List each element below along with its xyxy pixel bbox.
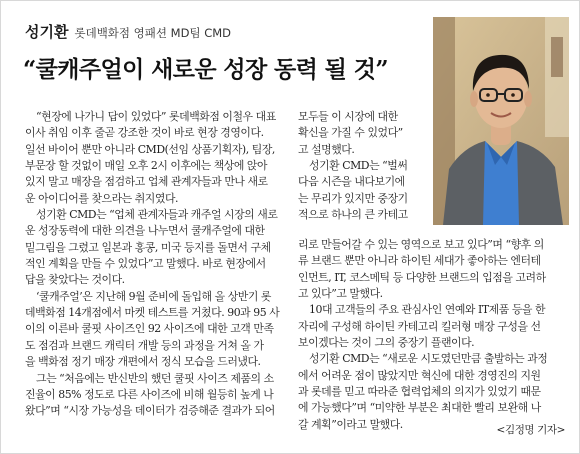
article-line: 류 브랜드 뿐만 아니라 하이틴 세대가 좋아하는 엔터테: [298, 254, 541, 268]
article-line: 밑그림을 그렸고 일본과 홍콩, 미국 등지를 돌면서 구체: [25, 240, 271, 254]
article-line: 10대 고객들의 주요 관심사인 연예와 IT제품 등을 한: [309, 303, 546, 317]
article-line: 에 가능했다”며 “미약한 부분은 최대한 빨리 보완해 나: [298, 401, 541, 415]
article-line: 그는 “처음에는 반신반의 했던 쿨핏 사이즈 제품의 소: [36, 371, 274, 385]
byline: [25, 21, 231, 42]
article-line: 답을 찾았다는 것이다.: [25, 273, 125, 287]
article-line: 운 아이디어를 찾으라는 취지였다.: [25, 191, 179, 205]
article-line: 자리에 구성해 하이틴 카테고리 킬러형 매장 구성을 선: [298, 319, 541, 333]
article-column-mid: [298, 109, 432, 223]
byline-name: 성기환: [25, 23, 69, 41]
article-line: 왔다”며 “시장 가능성을 데이터가 검증해준 결과가 되어: [25, 404, 275, 418]
article-line: 과 롯데를 믿고 따라준 협력업체의 의지가 있었기 때문: [298, 385, 541, 399]
article-line: 데백화점 14개점에서 마켓 테스트를 거쳤다. 90과 95 사: [25, 306, 280, 320]
article-line: 운 성장동력에 대한 의견을 나누면서 쿨캐주얼에 대한: [25, 224, 265, 238]
article-line: 모두들 이 시장에 대한: [298, 110, 398, 123]
article-line: 다음 시즌을 내다보기에: [298, 175, 405, 189]
article-line: 적으로 하나의 큰 카테고: [298, 208, 408, 222]
article-line: ‘쿨캐주얼’은 지난해 9월 준비에 돌입해 올 상반기 롯: [36, 289, 271, 303]
article-line: “현장에 나가니 답이 있었다” 롯데백화점 이철우 대표: [36, 110, 276, 123]
article-line: 성기환 CMD는 “새로운 시도였던만큼 출발하는 과정: [309, 352, 548, 366]
reporter-credit: <김정명 기자>: [496, 424, 565, 436]
portrait-photo: [433, 17, 569, 225]
article-line: 진율이 85% 정도로 다른 사이즈에 비해 월등히 높게 나: [25, 387, 274, 401]
article-line: 이사 취임 이후 줄곧 강조한 것이 바로 현장 경영이다.: [25, 126, 264, 140]
article-column-bottom: [298, 237, 570, 433]
article-line: 성기환 CMD는 “벌써: [309, 159, 408, 173]
article-line: 인먼트, IT, 코스메틱 등 다양한 브랜드의 입점을 고려하: [298, 270, 546, 284]
article-line: 적인 계획을 만들 수 있었다”고 말했다. 바로 현장에서: [25, 257, 266, 271]
article-line: 성기환 CMD는 “업체 관계자들과 캐주얼 시장의 새로: [36, 208, 278, 222]
article-line: 에서 어려운 점이 많았지만 혁신에 대한 경영진의 지원: [298, 368, 541, 382]
article-line: 도 점검과 브랜드 캐릭터 개발 등의 과정을 거쳐 올 가: [25, 338, 264, 352]
article-line: 고 있다”고 말했다.: [298, 287, 383, 301]
article-line: 일선 바이어 뿐만 아니라 CMD(선임 상품기획자), 팀장,: [25, 142, 275, 156]
article-line: 고 설명했다.: [298, 142, 355, 156]
headline: “쿨캐주얼이 새로운 성장 동력 될 것”: [23, 56, 388, 83]
article-line: 이의 이른바 쿨핏 사이즈인 92 사이즈에 대한 고객 만족: [25, 322, 274, 336]
article-line: 보이겠다는 것이 그의 중장기 플랜이다.: [298, 336, 475, 350]
article-line: 부문장 할 것없이 매일 오후 2시 이후에는 책상에 앉아: [25, 159, 268, 173]
article-line: 확신을 가질 수 있었다”: [298, 126, 403, 140]
byline-role: 롯데백화점 영패션 MD팀 CMD: [74, 26, 232, 40]
article-line: 는 무리가 있지만 중장기: [298, 191, 408, 205]
article-line: 있지 말고 매장을 점검하고 업체 관계자들과 만나 새로: [25, 175, 268, 189]
article-line: 갈 계획”이라고 말했다.: [298, 417, 403, 431]
article-line: 리로 만들어갈 수 있는 영역으로 보고 있다”며 “향후 의: [298, 238, 544, 251]
article-line: 을 백화점 정기 매장 개편에서 정식 모습을 드러냈다.: [25, 355, 261, 369]
article-column-left: [25, 109, 315, 420]
